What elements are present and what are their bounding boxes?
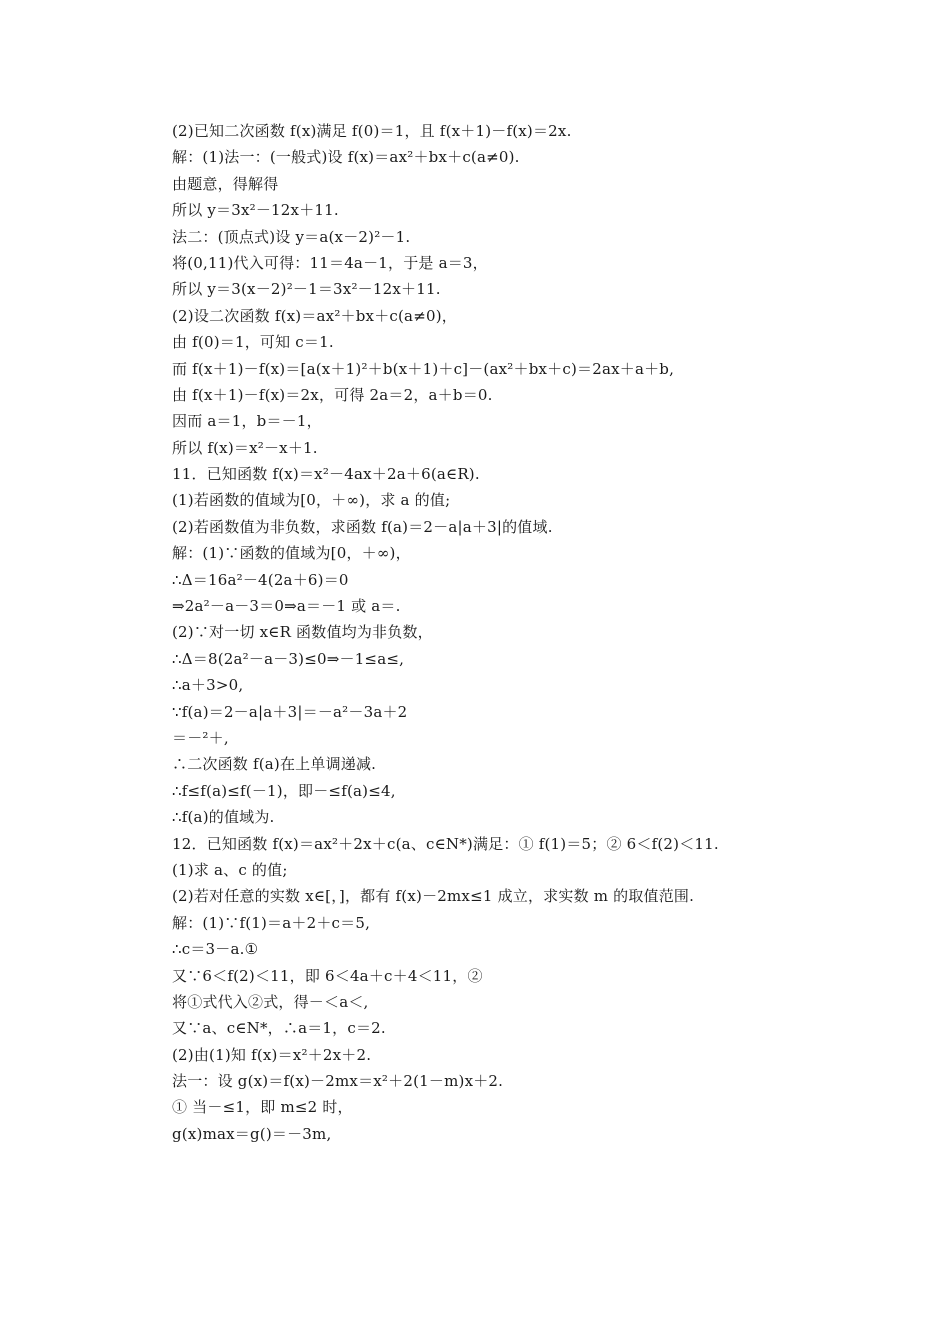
text-line: 由 f(0)＝1，可知 c＝1. <box>172 333 334 352</box>
text-line: ∴二次函数 f(a)在上单调递减. <box>172 755 377 774</box>
text-line: (2)由(1)知 f(x)＝x²＋2x＋2. <box>172 1045 372 1064</box>
text-line: 将(0,11)代入可得：11＝4a－1，于是 a＝3， <box>172 253 488 272</box>
text-line: ∴Δ＝8(2a²－a－3)≤0⇒－1≤a≤, <box>172 649 405 668</box>
problem-11-heading: 11．已知函数 f(x)＝x²－4ax＋2a＋6(a∈R). <box>172 465 480 484</box>
text-line: 由题意，得解得 <box>172 174 279 193</box>
text-line: ∵f(a)＝2－a|a＋3|＝－a²－3a＋2 <box>172 702 408 721</box>
text-line: 而 f(x＋1)－f(x)＝[a(x＋1)²＋b(x＋1)＋c]－(ax²＋bx＋c)＝2ax＋a＋b, <box>172 359 675 378</box>
text-line: 又∵a、c∈N*，∴a＝1，c＝2. <box>172 1019 386 1038</box>
text-line: 解：(1)∵函数的值域为[0，＋∞)， <box>172 544 411 563</box>
text-line: g(x)max＝g()＝－3m, <box>172 1124 332 1143</box>
text-line: ∴f≤f(a)≤f(－1)，即－≤f(a)≤4, <box>172 781 396 800</box>
text-line: 由 f(x＋1)－f(x)＝2x，可得 2a＝2，a＋b＝0. <box>172 385 493 404</box>
text-line: ∴a＋3>0, <box>172 676 244 695</box>
text-line: (2)∵对一切 x∈R 函数值均为非负数， <box>172 623 433 642</box>
text-line: ① 当－≤1，即 m≤2 时， <box>172 1098 353 1117</box>
text-line: 将①式代入②式，得－＜a＜, <box>172 992 369 1011</box>
text-line: ∴c＝3－a.① <box>172 940 259 959</box>
text-line: 解：(1)法一：(一般式)设 f(x)＝ax²＋bx＋c(a≠0). <box>172 148 520 167</box>
text-line: 法一：设 g(x)＝f(x)－2mx＝x²＋2(1－m)x＋2. <box>172 1072 504 1091</box>
text-line: 所以 y＝3x²－12x＋11. <box>172 201 339 220</box>
text-line: 解：(1)∵f(1)＝a＋2＋c＝5, <box>172 913 371 932</box>
text-line: ＝－²＋, <box>172 728 229 747</box>
text-line: (2)已知二次函数 f(x)满足 f(0)＝1，且 f(x＋1)－f(x)＝2x. <box>172 122 572 140</box>
text-line: 又∵6＜f(2)＜11，即 6＜4a＋c＋4＜11，② <box>172 966 483 985</box>
text-line: (2)设二次函数 f(x)＝ax²＋bx＋c(a≠0)， <box>172 306 457 325</box>
text-line: (2)若对任意的实数 x∈[，]，都有 f(x)－2mx≤1 成立，求实数 m 的取值范围. <box>172 887 695 906</box>
document-body <box>172 118 872 1147</box>
text-line: 所以 y＝3(x－2)²－1＝3x²－12x＋11. <box>172 280 441 299</box>
text-line: ∴f(a)的值域为. <box>172 808 275 827</box>
problem-12-heading: 12．已知函数 f(x)＝ax²＋2x＋c(a、c∈N*)满足：① f(1)＝5；② 6＜f(2)＜11. <box>172 834 719 853</box>
text-line: (1)求 a、c 的值; <box>172 860 288 879</box>
text-line: 法二：(顶点式)设 y＝a(x－2)²－1. <box>172 227 411 246</box>
text-line: ∴Δ＝16a²－4(2a＋6)＝0 <box>172 570 349 589</box>
text-line: 因而 a＝1，b＝－1， <box>172 412 322 431</box>
text-line: ⇒2a²－a－3＝0⇒a＝－1 或 a＝. <box>172 597 401 616</box>
text-line: (1)若函数的值域为[0，＋∞)，求 a 的值; <box>172 491 451 510</box>
text-line: (2)若函数值为非负数，求函数 f(a)＝2－a|a＋3|的值域. <box>172 517 553 536</box>
text-line: 所以 f(x)＝x²－x＋1. <box>172 438 318 457</box>
